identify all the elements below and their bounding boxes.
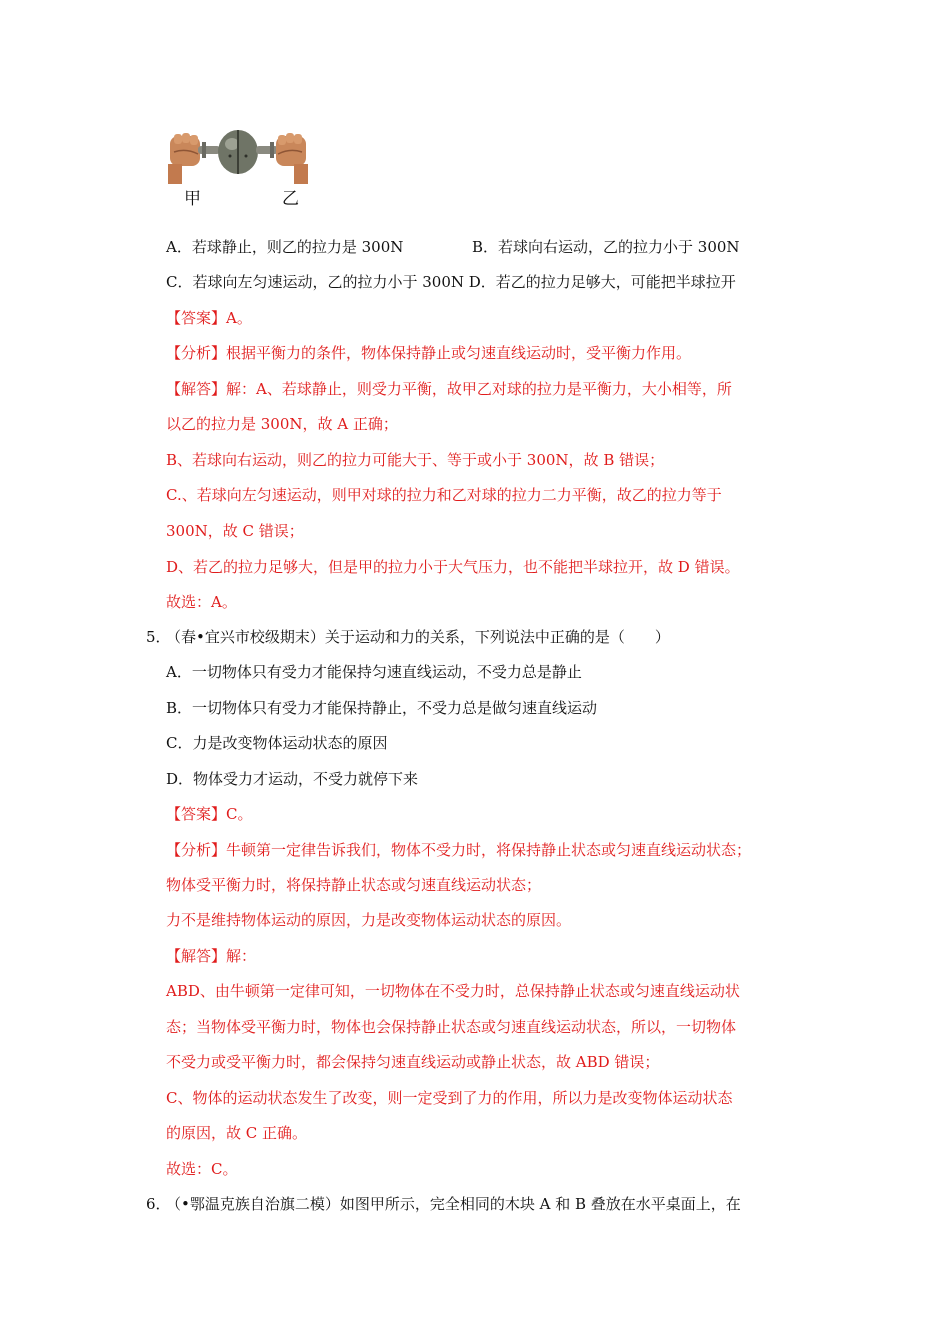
q4-options-row-ab [166, 237, 403, 257]
q4-solution-line: 300N，故 C 错误； [166, 522, 304, 540]
q5-option-c: C．力是改变物体运动状态的原因 [166, 734, 388, 752]
q5-stem: （春•宜兴市校级期末）关于运动和力的关系，下列说法中正确的是（ ） [166, 628, 670, 646]
q5-answer: 【答案】C。 [166, 805, 253, 823]
q4-option-b-wrap [472, 237, 740, 257]
q4-solution-line: B、若球向右运动，则乙的拉力可能大于、等于或小于 300N，故 B 错误； [166, 451, 665, 469]
q5-option-b: B．一切物体只有受力才能保持静止，不受力总是做匀速直线运动 [166, 699, 598, 717]
q6-number: 6． [146, 1195, 171, 1213]
q5-number: 5． [146, 628, 171, 646]
q4-analysis: 【分析】根据平衡力的条件，物体保持静止或匀速直线运动时，受平衡力作用。 [166, 344, 692, 362]
right-fist-icon [276, 133, 308, 184]
q5-solution-line: C、物体的运动状态发生了改变，则一定受到了力的作用，所以力是改变物体运动状态 [166, 1089, 733, 1107]
hemisphere-ball-icon [218, 130, 258, 174]
q5-analysis-line: 物体受平衡力时，将保持静止状态或匀速直线运动状态； [166, 876, 542, 894]
hemisphere-figure [168, 126, 308, 212]
q4-solution-line: 以乙的拉力是 300N，故 A 正确； [166, 415, 398, 433]
q4-solution-choice: 故选：A。 [166, 593, 237, 611]
q4-solution-line: 【解答】解：A、若球静止，则受力平衡，故甲乙对球的拉力是平衡力，大小相等，所 [166, 380, 732, 398]
q5-option-d: D．物体受力才运动，不受力就停下来 [166, 770, 419, 788]
q5-analysis-line: 力不是维持物体运动的原因，力是改变物体运动状态的原因。 [166, 911, 572, 929]
q4-option-b: B．若球向右运动，乙的拉力小于 300N [472, 238, 740, 256]
q5-analysis-line: 【分析】牛顿第一定律告诉我们，物体不受力时，将保持静止状态或匀速直线运动状态； [166, 841, 752, 859]
q5-option-a: A．一切物体只有受力才能保持匀速直线运动，不受力总是静止 [166, 663, 582, 681]
q5-solution-choice: 故选：C。 [166, 1160, 238, 1178]
q5-solution-line: 态；当物体受平衡力时，物体也会保持静止状态或匀速直线运动状态，所以，一切物体 [166, 1018, 737, 1036]
hemisphere-illustration [168, 126, 308, 186]
q4-solution-line: D、若乙的拉力足够大，但是甲的拉力小于大气压力，也不能把半球拉开，故 D 错误。 [166, 558, 740, 576]
left-fist-icon [168, 133, 200, 184]
q6-stem: （•鄂温克族自治旗二模）如图甲所示，完全相同的木块 A 和 B 叠放在水平桌面上，在 [166, 1195, 741, 1213]
q4-option-a: A．若球静止，则乙的拉力是 300N [166, 238, 404, 256]
q4-option-cd: C．若球向左匀速运动，乙的拉力小于 300N D．若乙的拉力足够大，可能把半球拉开 [166, 273, 736, 291]
figure-label-right: 乙 [282, 189, 299, 209]
q4-solution-line: C.、若球向左匀速运动，则甲对球的拉力和乙对球的拉力二力平衡，故乙的拉力等于 [166, 486, 722, 504]
q5-solution-line: ABD、由牛顿第一定律可知，一切物体在不受力时，总保持静止状态或匀速直线运动状 [166, 982, 740, 1000]
q4-answer: 【答案】A。 [166, 309, 252, 327]
q5-solution-line: 不受力或受平衡力时，都会保持匀速直线运动或静止状态，故 ABD 错误； [166, 1053, 660, 1071]
figure-label-left: 甲 [184, 189, 201, 209]
q5-solution-line: 的原因，故 C 正确。 [166, 1124, 308, 1142]
q5-solution-line: 【解答】解： [166, 947, 257, 965]
